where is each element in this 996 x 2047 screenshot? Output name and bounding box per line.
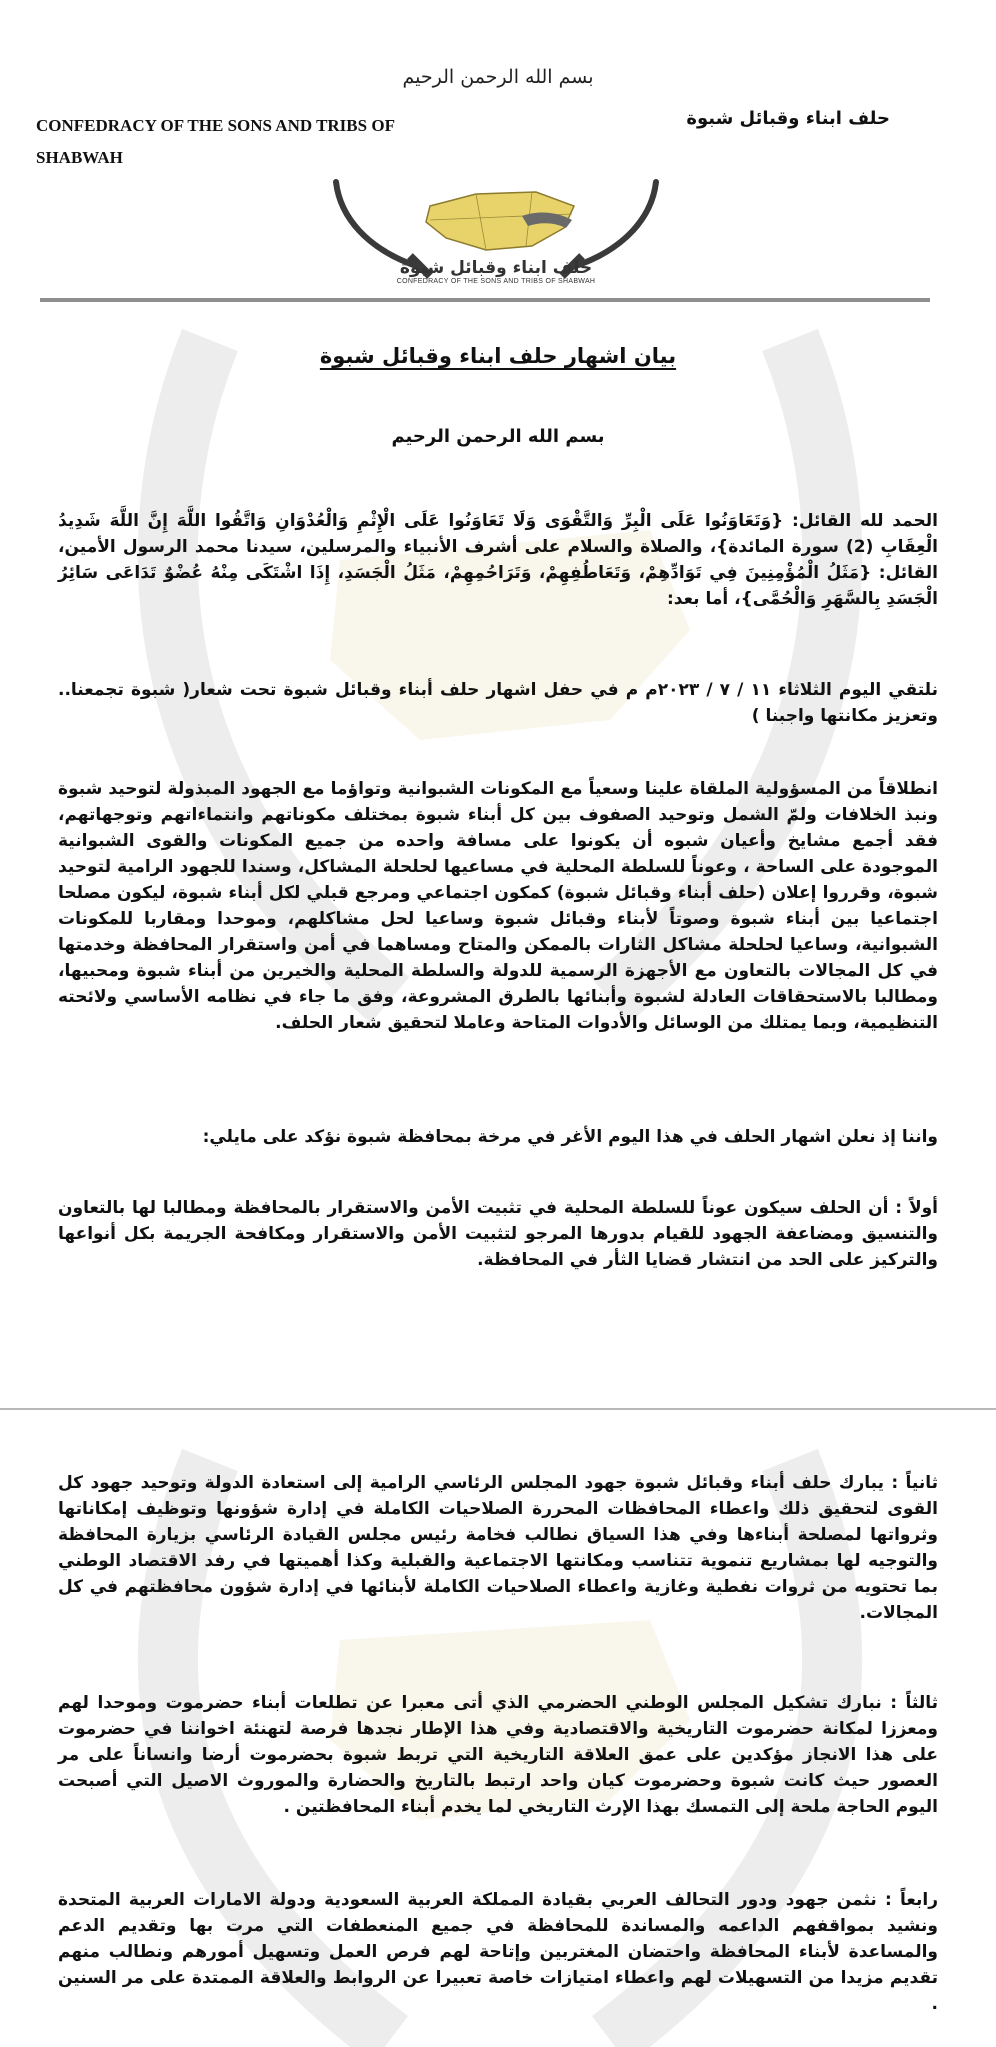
logo-caption-arabic: حلف ابناء وقبائل شبوة	[399, 258, 593, 278]
document-title: بيان اشهار حلف ابناء وقبائل شبوة	[319, 344, 677, 368]
paragraph-point-third: ثالثاً : نبارك تشكيل المجلس الوطني الحضرمي الذي أتى معبرا عن تطلعات أبناء حضرموت وموحدا لهم ومعززا لمكانة حضرموت التاريخية والاقتصادية وفي هذا الإطار نجدها فرصة لتهنئة اخواننا في حضرموت على هذا الانجاز مؤكدين على عمق العلاقة التاريخية التي تربط شبوة بحضرموت أرضا وانساناً على مر العصور حيث كانت شبوة وحضرموت كيان واحد ارتبط بالتاريخ والحضارة والموروث الاصيل التي أصبحت اليوم الحاجة ملحة إلى التمسك بهذا الإرث التاريخي لما يخدم أبناء المحافظتين .	[58, 1693, 938, 1817]
page-divider	[0, 1408, 996, 1410]
paragraph-meeting: نلتقي اليوم الثلاثاء ١١ / ٧ / ٢٠٢٣م م في حفل اشهار حلف أبناء وقبائل شبوة تحت شعار( شبوة تجمعنا.. وتعزيز مكانتها واجبنا )	[58, 680, 938, 726]
document-basmala: بسم الله الرحمن الرحيم	[391, 426, 605, 447]
header-divider	[40, 298, 930, 302]
paragraph-mission: انطلاقاً من المسؤولية الملقاة علينا وسعياً مع المكونات الشبوانية وتواؤما مع الجهود المبذولة لتوحيد شبوة ونبذ الخلافات ولمّ الشمل وتوحيد الصفوف بين كل أبناء شبوة بمختلف مكوناتهم وانتماءاتهم وتوجهاتهم، فقد أجمع مشايخ وأعيان شبوه أن يكونوا على مسافة واحده من جميع المكونات والقوى الشبوانية الموجودة على الساحة ، وعوناً للسلطة المحلية في مساعيها لحلحلة المشاكل، وسندا للجهود الرامية لتوحيد شبوة، وقرروا إعلان (حلف أبناء وقبائل شبوة) كمكون اجتماعي ومرجع قبلي لكل أبناء شبوة، ليكون مصلحا اجتماعيا بين أبناء شبوة وصوتاً لأبناء وقبائل شبوة وساعيا لحل مشاكلهم، وموحدا ومقاربا للمكونات الشبوانية، وساعيا لحلحلة مشاكل الثارات بالممكن والمتاح ومساهما في أمن واستقرار المحافظة وخدمتها في كل المجالات بالتعاون مع الأجهزة الرسمية للدولة والسلطة المحلية والخيرين من أبناء شبوة ومحبيها، ومطالبا بالاستحقاقات العادلة لشبوة وأبنائها بالطرق المشروعة، وفق ما جاء في نظامه الأساسي ولائحته التنظيمية، وبما يمتلك من الوسائل والأدوات المتاحة وعاملا لتحقيق شعار الحلف.	[58, 779, 938, 1033]
logo-caption-english: CONFEDRACY OF THE SONS AND TRIBS OF SHABWAH	[396, 278, 596, 285]
confederacy-name-arabic: حلف ابناء وقبائل شبوة	[686, 108, 890, 129]
paragraph-point-second: ثانياً : يبارك حلف أبناء وقبائل شبوة جهود المجلس الرئاسي الرامية إلى استعادة الدولة وتوحيد جهود كل القوى لتحقيق ذلك واعطاء المحافظات المحررة الصلاحيات الكاملة في إدارة شؤونها وتوظيف إمكاناتها وثرواتها لمصلحة أبناءها وفي هذا السياق نطالب فخامة رئيس مجلس القيادة الرئاسي بزيارة المحافظة والتوجيه لها بمشاريع تنموية تتناسب ومكانتها الاجتماعية والقبلية وكذا أهميتها في رفد الاقتصاد الوطني بما تحتويه من ثروات نفطية وغازية واعطاء الصلاحيات الكاملة لأبنائها في إدارة شؤون محافظتهم في كل المجالات.	[58, 1473, 938, 1623]
paragraph-announcement: واننا إذ نعلن اشهار الحلف في هذا اليوم الأغر في مرخة بمحافظة شبوة نؤكد على مايلي:	[202, 1127, 938, 1147]
paragraph-point-fourth: رابعاً : نثمن جهود ودور التحالف العربي بقيادة المملكة العربية السعودية ودولة الامارات العربية المتحدة ونشيد بمواقفهم الداعمه والمساندة للمحافظة في جميع المنعطفات التي مرت بها وتقديم الدعم والمساعدة لأبناء المحافظة واحتضان المغتربين وإتاحة لهم فرص العمل وتسهيل أمورهم ونطالب منهم تقديم مزيدا من التسهيلات لهم واعطاء امتيازات خاصة تعبيرا عن الروابط والعلاقة الممتدة على مر السنين .	[58, 1890, 938, 2014]
document-title-wrap	[0, 344, 996, 368]
header-basmala: بسم الله الرحمن الرحيم	[402, 66, 594, 88]
confederacy-name-english: CONFEDRACY OF THE SONS AND TRIBS OF SHABWAH	[36, 116, 395, 167]
paragraph-point-first: أولاً : أن الحلف سيكون عوناً للسلطة المحلية في تثبيت الأمن والاستقرار بالمحافظة ومطالبا لها بالتعاون والتنسيق ومضاعفة الجهود للقيام بدورها المرجو لتثبيت الأمن والاستقرار ومكافحة الجريمة بكل أنواعها والتركيز على الحد من انتشار قضايا الثأر في المحافظة.	[58, 1198, 938, 1270]
paragraph-praise: الحمد لله القائل: {وَتَعَاوَنُوا عَلَى الْبِرِّ وَالتَّقْوَى وَلَا تَعَاوَنُوا عَلَى الْإِثْمِ وَالْعُدْوَانِ وَاتَّقُوا اللَّهَ إِنَّ اللَّهَ شَدِيدُ الْعِقَابِ (2) سورة المائدة}، والصلاة والسلام على أشرف الأنبياء والمرسلين، سيدنا محمد الرسول الأمين، القائل: {مَثَلُ الْمُؤْمِنِينَ فِي تَوَادِّهِمْ، وَتَعَاطُفِهِمْ، وَتَرَاحُمِهِمْ، مَثَلُ الْجَسَدِ، إِذَا اشْتَكَى مِنْهُ عُضْوٌ تَدَاعَى سَائِرُ الْجَسَدِ بِالسَّهَرِ وَالْحُمَّى}، أما بعد:	[58, 511, 938, 609]
